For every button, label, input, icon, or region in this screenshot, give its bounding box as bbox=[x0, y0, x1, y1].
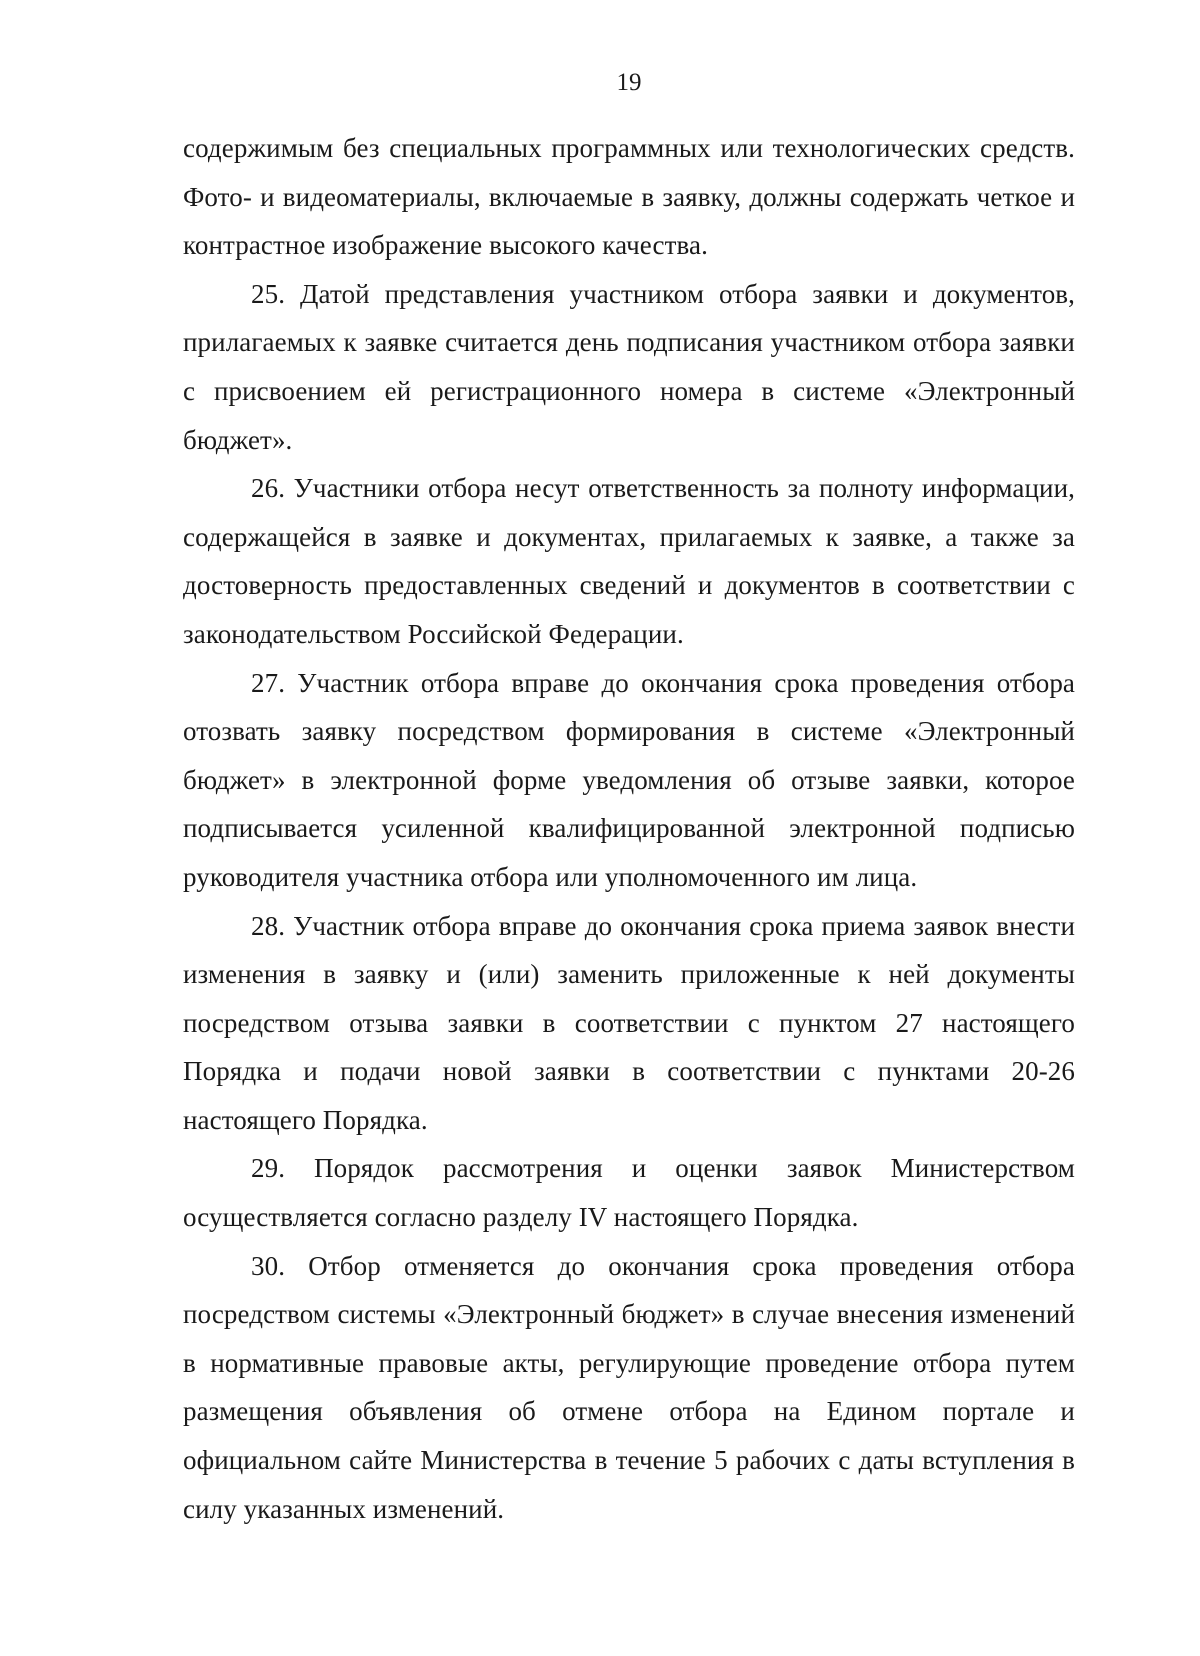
paragraph-item-28: 28. Участник отбора вправе до окончания срока приема заявок внести изменения в заявку и (или) заменить приложенные к ней документы посредством отзыва заявки в соответствии с пунктом 27 настоящего Порядка и подачи новой заявки в соответствии с пунктами 20-26 настоящего Порядка. bbox=[183, 910, 1075, 1135]
paragraph-item-25: 25. Датой представления участником отбора заявки и документов, прилагаемых к заявке считается день подписания участником отбора заявки с присвоением ей регистрационного номера в системе «Электронный бюджет». bbox=[183, 278, 1075, 455]
page-number: 19 bbox=[616, 69, 642, 96]
paragraph-item-29: 29. Порядок рассмотрения и оценки заявок Министерством осуществляется согласно разделу IV настоящего Порядка. bbox=[183, 1153, 1075, 1233]
paragraph-item-26: 26. Участники отбора несут ответственность за полноту информации, содержащейся в заявке и документах, прилагаемых к заявке, а также за достоверность предоставленных сведений и документов в соответствии с законодательством Российской Федерации. bbox=[183, 473, 1075, 649]
paragraph-continuation: содержимым без специальных программных или технологических средств. Фото- и видеоматериалы, включаемые в заявку, должны содержать четкое и контрастное изображение высокого качества. bbox=[183, 133, 1075, 261]
paragraph-item-27: 27. Участник отбора вправе до окончания срока проведения отбора отозвать заявку посредством формирования в системе «Электронный бюджет» в электронной форме уведомления об отзыве заявки, которое подписывается усиленной квалифицированной электронной подписью руководителя участника отбора или уполномоченного им лица. bbox=[183, 667, 1075, 892]
paragraph-item-30: 30. Отбор отменяется до окончания срока проведения отбора посредством системы «Электронный бюджет» в случае внесения изменений в нормативные правовые акты, регулирующие проведение отбора путем размещения объявления об отмене отбора на Едином портале и официальном сайте Министерства в течение 5 рабочих с даты вступления в силу указанных изменений. bbox=[183, 1250, 1075, 1524]
document-body bbox=[183, 124, 1075, 1533]
